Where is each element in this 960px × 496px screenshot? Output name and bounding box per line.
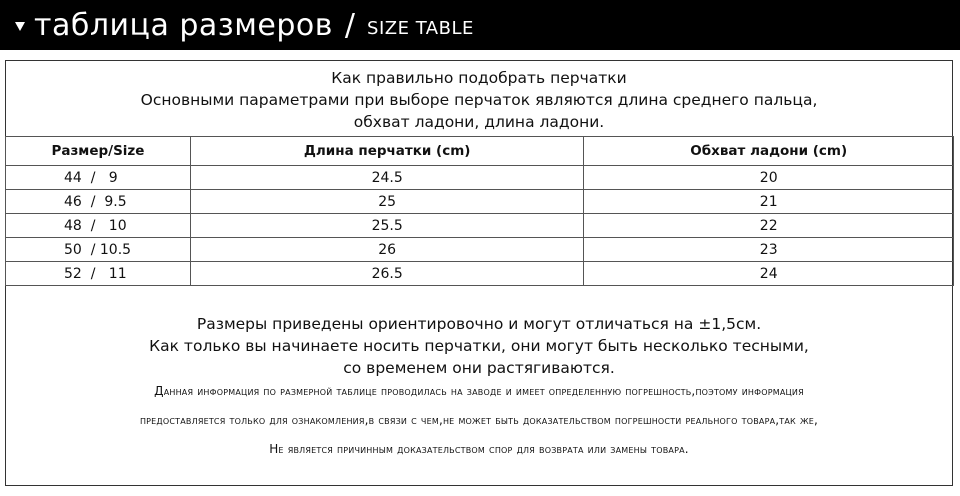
table-row — [6, 214, 954, 238]
header-girth: Обхват ладони (cm) — [584, 137, 954, 166]
table-row — [6, 262, 954, 286]
size-table-frame — [5, 60, 953, 486]
size-value: 50 / 10.5 — [64, 241, 132, 258]
table-row — [6, 190, 954, 214]
size-value: 52 / 11 — [64, 265, 127, 282]
girth-cell: 23 — [584, 238, 954, 262]
note-line-3: со временем они растягиваются. — [343, 359, 615, 377]
length-cell: 26.5 — [190, 262, 584, 286]
disclaimer-line-3: Не является причинным доказательством спор для возврата или замены товара. — [269, 442, 689, 456]
length-cell: 25.5 — [190, 214, 584, 238]
intro-text — [6, 61, 952, 136]
title-ru: таблица размеров — [34, 7, 333, 43]
size-cell — [6, 238, 191, 262]
girth-cell: 21 — [584, 190, 954, 214]
table-header-row — [6, 137, 954, 166]
header-bar — [0, 0, 960, 50]
title-en: SIZE TABLE — [367, 17, 474, 39]
girth-cell: 24 — [584, 262, 954, 286]
triangle-down-icon — [15, 22, 25, 31]
length-cell: 24.5 — [190, 166, 584, 190]
title-separator: / — [344, 7, 356, 43]
header-size: Размер/Size — [6, 137, 191, 166]
intro-line-1: Как правильно подобрать перчатки — [331, 69, 627, 87]
length-cell: 25 — [190, 190, 584, 214]
disclaimer-line-2: предоставляется только для ознакомления,в связи с чем,не может быть доказательством погрешности реального товара,так же, — [139, 413, 819, 427]
disclaimer-line-1: Данная информация по размерной таблице проводилась на заводе и имеет определенную погрешность,поэтому информация — [154, 384, 804, 398]
size-value: 48 / 10 — [64, 217, 127, 234]
size-value: 44 / 9 — [64, 169, 118, 186]
note-line-1: Размеры приведены ориентировочно и могут отличаться на ±1,5см. — [196, 315, 762, 333]
intro-line-3: обхват ладони, длина ладони. — [353, 113, 605, 131]
table-row — [6, 166, 954, 190]
notes-section — [6, 313, 952, 461]
header-length: Длина перчатки (cm) — [190, 137, 584, 166]
size-cell — [6, 214, 191, 238]
size-table — [5, 136, 954, 286]
table-row — [6, 238, 954, 262]
note-line-2: Как только вы начинаете носить перчатки, они могут быть несколько тесными, — [149, 337, 809, 355]
girth-cell: 20 — [584, 166, 954, 190]
size-cell — [6, 262, 191, 286]
size-cell — [6, 190, 191, 214]
girth-cell: 22 — [584, 214, 954, 238]
length-cell: 26 — [190, 238, 584, 262]
intro-line-2: Основными параметрами при выборе перчаток являются длина среднего пальца, — [140, 91, 818, 109]
size-value: 46 / 9.5 — [64, 193, 127, 210]
size-cell — [6, 166, 191, 190]
